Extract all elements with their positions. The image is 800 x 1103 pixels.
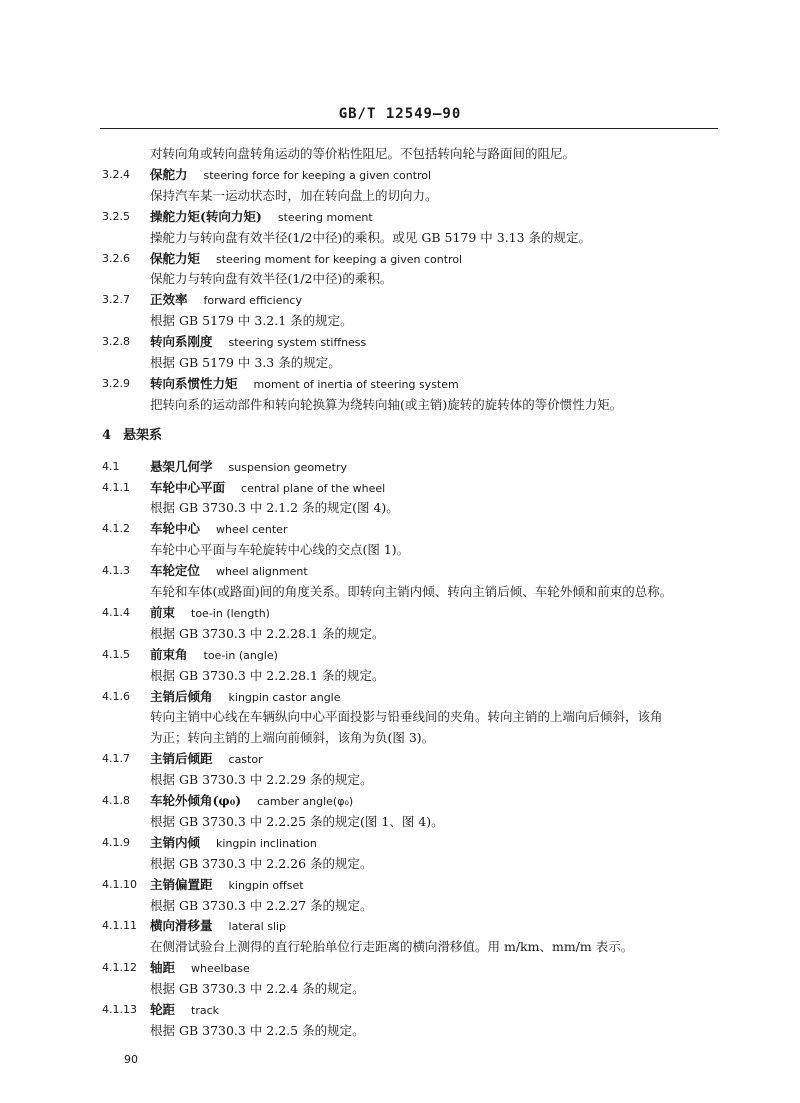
- term-heading: [150, 605, 270, 622]
- term-english: track: [191, 1004, 220, 1017]
- term-heading: [150, 251, 462, 268]
- term-chinese: 车轮定位: [150, 563, 201, 579]
- term-english: toe-in (angle): [203, 648, 278, 662]
- document-code-header: GB/T 12549—90: [338, 106, 462, 122]
- term-english: wheel alignment: [216, 565, 308, 579]
- term-english: steering moment: [277, 210, 373, 224]
- term-chinese: 车轮中心: [150, 521, 201, 537]
- term-chinese: 操舵力矩(转向力矩): [150, 208, 262, 224]
- term-definition: 为正；转向主销的上端向前倾斜，该角为负(图 3)。: [150, 730, 435, 746]
- term-english: forward efficiency: [203, 294, 302, 308]
- page-number: 90: [124, 1053, 138, 1066]
- term-chinese: 悬架几何学: [150, 458, 213, 474]
- clause-number: 3.2.4: [102, 167, 130, 181]
- term-definition: 根据 GB 3730.3 中 2.2.4 条的规定。: [150, 981, 365, 997]
- clause-number: 4.1.3: [102, 564, 130, 578]
- term-english: steering system stiffness: [228, 336, 367, 350]
- term-english: suspension geometry: [228, 460, 347, 474]
- term-heading: [150, 292, 302, 309]
- term-chinese: 转向系惯性力矩: [150, 375, 238, 391]
- term-chinese: 保舵力: [150, 166, 188, 182]
- clause-number: 3.2.5: [102, 209, 130, 223]
- term-heading: [150, 563, 308, 580]
- term-chinese: 前束角: [150, 646, 188, 662]
- clause-number: 4.1.4: [102, 605, 130, 619]
- section-number: 4: [102, 427, 112, 443]
- term-english: kingpin inclination: [216, 836, 317, 850]
- term-chinese: 主销后倾距: [150, 751, 213, 767]
- term-heading: [150, 376, 459, 393]
- term-definition: 根据 GB 3730.3 中 2.2.28.1 条的规定。: [150, 625, 385, 641]
- clause-number: 4.1: [102, 459, 120, 473]
- clause-number: 4.1.11: [102, 919, 137, 933]
- term-definition: 根据 GB 3730.3 中 2.2.27 条的规定。: [150, 897, 373, 913]
- term-definition: 保持汽车某一运动状态时，加在转向盘上的切向力。: [150, 187, 438, 203]
- term-english: steering force for keeping a given control: [203, 168, 432, 182]
- term-heading: [150, 209, 373, 226]
- clause-number: 3.2.7: [102, 293, 130, 307]
- term-definition: 操舵力与转向盘有效半径(1/2中径)的乘积。或见 GB 5179 中 3.13 条的规定。: [150, 229, 592, 245]
- term-definition: 保舵力与转向盘有效半径(1/2中径)的乘积。: [150, 271, 393, 287]
- term-chinese: 转向系刚度: [150, 334, 213, 350]
- clause-number: 4.1.7: [102, 752, 130, 766]
- term-definition: 根据 GB 3730.3 中 2.2.25 条的规定(图 1、图 4)。: [150, 813, 444, 829]
- term-chinese: 主销后倾角: [150, 688, 213, 704]
- term-heading: [150, 480, 385, 497]
- term-heading: [150, 918, 286, 935]
- clause-number: 3.2.8: [102, 335, 130, 349]
- clause-number: 4.1.12: [102, 961, 137, 975]
- term-heading: [150, 647, 278, 664]
- term-definition: 根据 GB 5179 中 3.3 条的规定。: [150, 355, 341, 370]
- term-definition: 转向主销中心线在车辆纵向中心平面投影与铅垂线间的夹角。转向主销的上端向后倾斜，该角: [150, 709, 663, 725]
- term-definition: 根据 GB 3730.3 中 2.1.2 条的规定(图 4)。: [150, 500, 399, 516]
- term-definition: 根据 GB 3730.3 中 2.2.5 条的规定。: [150, 1022, 365, 1038]
- term-chinese: 轴距: [150, 960, 176, 976]
- term-heading: [150, 793, 353, 810]
- term-chinese: 轮距: [150, 1002, 176, 1017]
- term-english: castor: [228, 753, 263, 767]
- term-english: central plane of the wheel: [241, 481, 386, 495]
- term-english: kingpin offset: [228, 878, 304, 892]
- term-english: kingpin castor angle: [228, 690, 341, 704]
- term-english: steering moment for keeping a given control: [216, 252, 463, 266]
- clause-number: 4.1.2: [102, 522, 130, 536]
- term-english: wheel center: [216, 523, 288, 537]
- section-title: 悬架系: [123, 427, 163, 443]
- clause-number: 3.2.6: [102, 251, 130, 265]
- term-english: moment of inertia of steering system: [253, 377, 459, 391]
- clause-number: 4.1.8: [102, 794, 130, 807]
- clause-number: 4.1.1: [102, 480, 130, 494]
- clause-number: 4.1.9: [102, 835, 130, 849]
- term-chinese: 主销内倾: [150, 834, 201, 850]
- term-chinese: 主销偏置距: [150, 876, 213, 892]
- clause-number: 4.1.10: [102, 877, 137, 891]
- term-heading: [150, 167, 431, 184]
- term-heading: [150, 877, 304, 894]
- section-heading: [102, 428, 162, 444]
- term-heading: [150, 334, 366, 351]
- term-english: camber angle(φ₀): [257, 795, 354, 808]
- term-definition: 根据 GB 3730.3 中 2.2.29 条的规定。: [150, 772, 373, 788]
- term-chinese: 横向滑移量: [150, 918, 213, 934]
- term-definition: 根据 GB 3730.3 中 2.2.28.1 条的规定。: [150, 667, 385, 683]
- term-chinese: 保舵力矩: [150, 250, 201, 266]
- clause-number: 4.1.13: [102, 1003, 137, 1016]
- term-chinese: 正效率: [150, 292, 188, 308]
- term-definition: 把转向系的运动部件和转向轮换算为绕转向轴(或主销)旋转的旋转体的等价惯性力矩。: [150, 396, 623, 412]
- clause-number: 4.1.5: [102, 647, 130, 661]
- term-heading: [150, 1002, 219, 1019]
- term-heading: [150, 960, 250, 977]
- term-english: toe-in (length): [191, 606, 270, 620]
- term-chinese: 前束: [150, 604, 176, 620]
- term-english: wheelbase: [191, 962, 250, 976]
- term-definition: 在侧滑试验台上测得的直行轮胎单位行走距离的横向滑移值。用 m/km、mm/m 表示。: [150, 939, 634, 955]
- term-chinese: 车轮中心平面: [150, 479, 226, 495]
- term-heading: [150, 751, 263, 768]
- term-chinese: 车轮外倾角(φ₀): [150, 793, 242, 808]
- term-definition: 车轮中心平面与车轮旋转中心线的交点(图 1)。: [150, 542, 410, 558]
- term-definition: 根据 GB 5179 中 3.2.1 条的规定。: [150, 313, 353, 329]
- term-heading: [150, 835, 317, 852]
- term-heading: [150, 521, 287, 538]
- header-rule: [100, 128, 718, 129]
- term-definition: 车轮和车体(或路面)间的角度关系。即转向主销内倾、转向主销后倾、车轮外倾和前束的总称。: [150, 584, 673, 599]
- clause-number: 4.1.6: [102, 689, 130, 703]
- term-english: lateral slip: [228, 920, 287, 934]
- clause-number: 3.2.9: [102, 376, 130, 390]
- term-definition: 根据 GB 3730.3 中 2.2.26 条的规定。: [150, 855, 373, 871]
- term-heading: [150, 689, 341, 706]
- continuation-text: 对转向角或转向盘转角运动的等价粘性阻尼。不包括转向轮与路面间的阻尼。: [150, 146, 576, 161]
- term-heading: [150, 459, 347, 476]
